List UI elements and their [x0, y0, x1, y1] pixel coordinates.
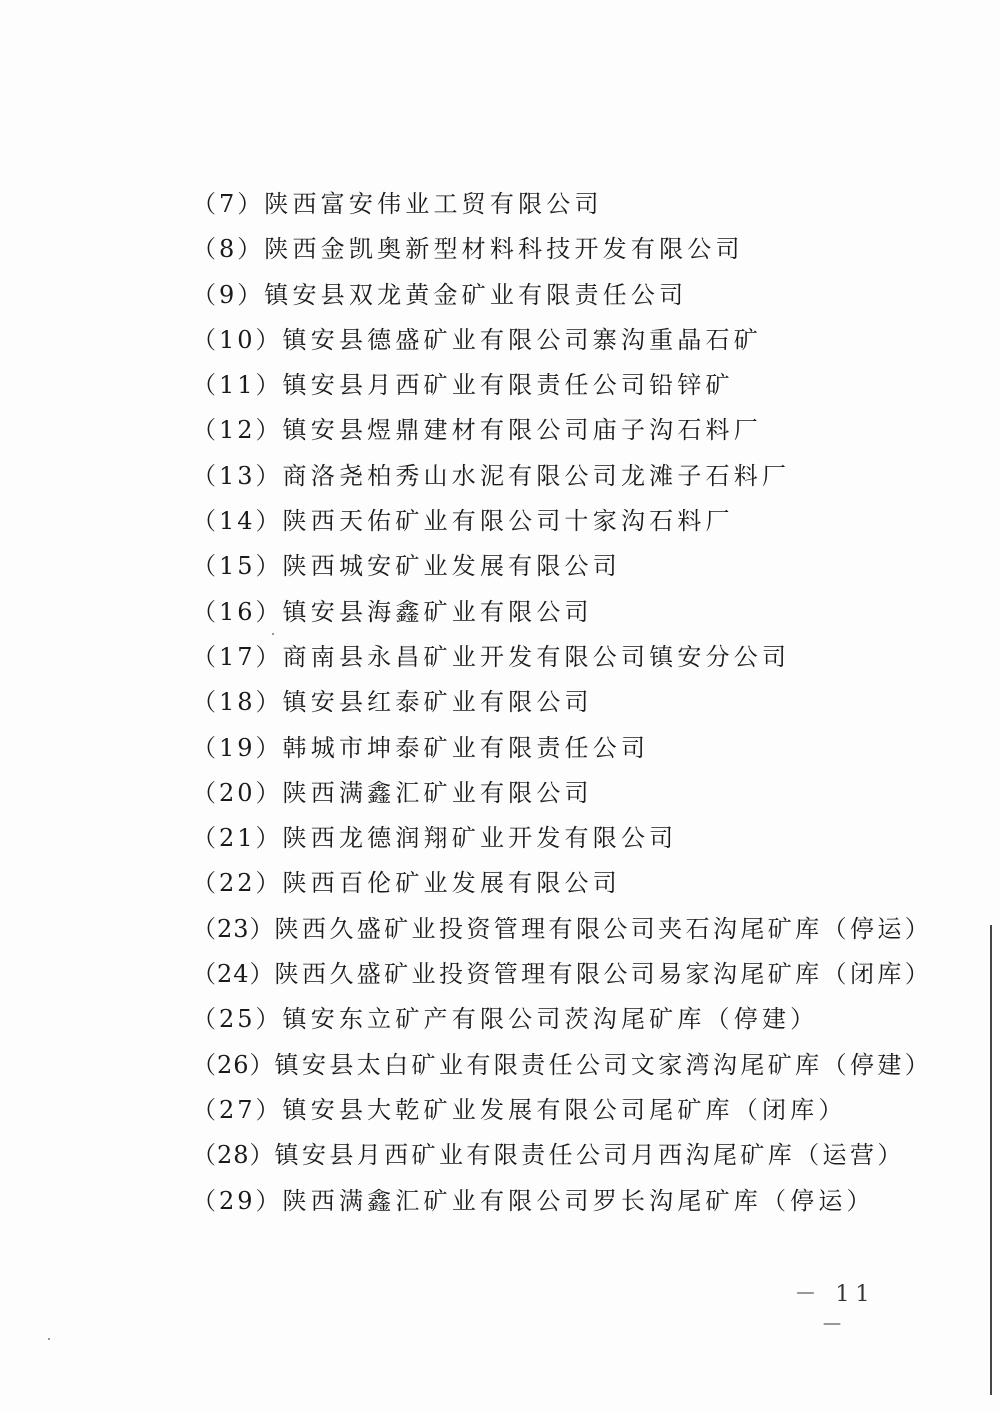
item-text: 陕西城安矿业发展有限公司: [282, 552, 621, 581]
scan-speck: [272, 633, 274, 635]
item-number: （7）: [192, 190, 265, 218]
list-item: [192, 1133, 905, 1178]
list-item: [192, 408, 892, 453]
item-number: （24）: [192, 960, 275, 989]
item-text: 镇安县太白矿业有限责任公司文家湾沟尾矿库（停建）: [274, 1050, 933, 1079]
list-item: [192, 1043, 933, 1088]
item-number: （13）: [192, 461, 283, 490]
item-number: （25）: [192, 1005, 283, 1034]
item-number: （17）: [192, 642, 283, 671]
list-item: [192, 227, 892, 272]
item-text: 陕西天佑矿业有限公司十家沟石料厂: [282, 507, 734, 536]
list-item: [192, 454, 892, 499]
item-number: （16）: [192, 597, 283, 626]
scan-speck: [48, 1338, 50, 1340]
item-text: 陕西百伦矿业发展有限公司: [282, 869, 621, 898]
item-number: （21）: [192, 824, 283, 853]
company-list: [192, 182, 933, 1224]
item-text: 韩城市坤泰矿业有限责任公司: [282, 733, 650, 762]
item-number: （26）: [192, 1050, 275, 1079]
list-item: [192, 952, 933, 997]
item-text: 商洛尧柏秀山水泥有限公司龙滩子石料厂: [282, 461, 791, 490]
item-number: （8）: [192, 235, 265, 264]
item-number: （20）: [192, 778, 283, 807]
item-number: （27）: [192, 1095, 283, 1124]
list-item: [192, 318, 892, 363]
list-item: [192, 499, 892, 544]
item-text: 商南县永昌矿业开发有限公司镇安分公司: [282, 642, 791, 671]
item-number: （12）: [192, 416, 283, 445]
item-number: （11）: [192, 371, 283, 400]
item-text: 镇安县双龙黄金矿业有限责任公司: [264, 280, 688, 309]
list-item: [192, 771, 892, 816]
list-item: [192, 680, 892, 725]
item-number: （15）: [192, 552, 283, 581]
scan-edge-line: [990, 925, 992, 1395]
item-number: （18）: [192, 688, 283, 717]
item-number: （19）: [192, 733, 283, 762]
list-item: [192, 182, 892, 227]
item-text: 镇安县红泰矿业有限公司: [282, 688, 593, 717]
item-number: （29）: [192, 1186, 283, 1215]
item-text: 陕西金凯奥新型材料科技开发有限公司: [264, 235, 744, 264]
item-text: 镇安县月西矿业有限责任公司铅锌矿: [282, 371, 734, 400]
item-text: 陕西久盛矿业投资管理有限公司夹石沟尾矿库（停运）: [274, 914, 933, 943]
item-number: （10）: [192, 325, 283, 354]
item-text: 镇安县大乾矿业发展有限公司尾矿库（闭库）: [282, 1095, 847, 1124]
item-text: 陕西满鑫汇矿业有限公司罗长沟尾矿库（停运）: [282, 1186, 875, 1215]
item-text: 陕西久盛矿业投资管理有限公司易家沟尾矿库（闭库）: [274, 960, 933, 989]
list-item: [192, 544, 892, 589]
item-number: （14）: [192, 507, 283, 536]
list-item: [192, 861, 892, 906]
item-number: （28）: [192, 1141, 275, 1170]
list-item: [192, 1088, 892, 1133]
list-item: [192, 816, 892, 861]
item-text: 镇安县月西矿业有限责任公司月西沟尾矿库（运营）: [274, 1141, 905, 1170]
item-text: 陕西龙德润翔矿业开发有限公司: [282, 824, 678, 853]
list-item: [192, 997, 892, 1042]
list-item: [192, 726, 892, 771]
list-item: [192, 273, 892, 318]
item-text: 镇安县德盛矿业有限公司寨沟重晶石矿: [282, 325, 762, 354]
item-number: （9）: [192, 280, 265, 309]
list-item: [192, 635, 892, 680]
item-text: 镇安县海鑫矿业有限公司: [282, 597, 593, 626]
page-number: － 11 －: [794, 1282, 876, 1338]
item-number: （22）: [192, 869, 283, 898]
list-item: [192, 1179, 892, 1224]
item-text: 镇安东立矿产有限公司茨沟尾矿库（停建）: [282, 1005, 819, 1034]
list-item: [192, 907, 933, 952]
item-text: 陕西富安伟业工贸有限公司: [264, 190, 603, 218]
item-text: 镇安县煜鼎建材有限公司庙子沟石料厂: [282, 416, 762, 445]
list-item: [192, 363, 892, 408]
list-item: [192, 590, 892, 635]
item-number: （23）: [192, 914, 275, 943]
item-text: 陕西满鑫汇矿业有限公司: [282, 778, 593, 807]
